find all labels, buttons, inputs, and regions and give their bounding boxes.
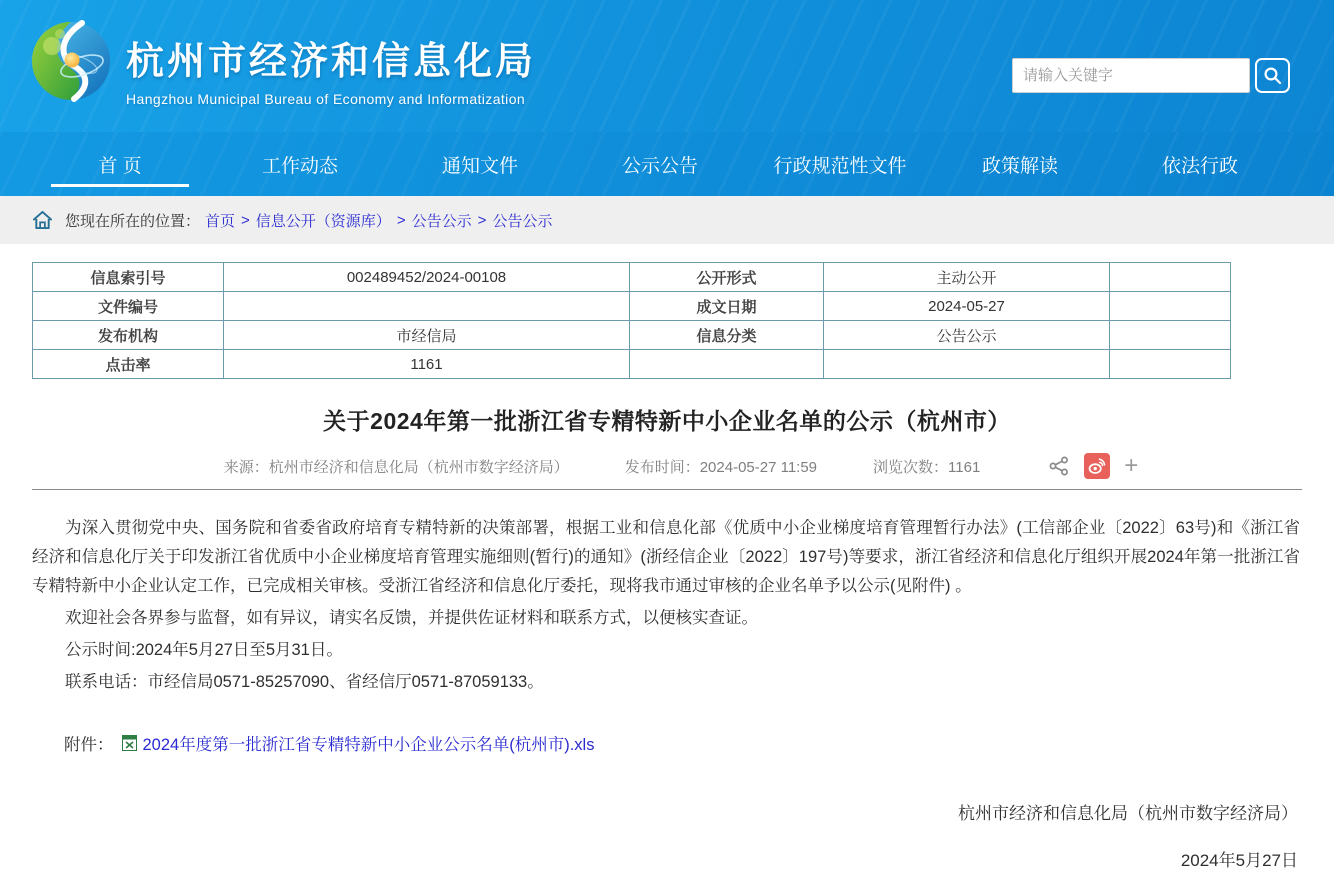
meta-source: 来源：杭州市经济和信息化局（杭州市数字经济局） [223,458,569,476]
info-label-document-number: 文件编号 [33,292,224,321]
info-value-category: 公告公示 [824,321,1110,350]
info-label-index-number: 信息索引号 [33,263,224,292]
info-label-empty [630,350,824,379]
info-cell-empty [1110,350,1231,379]
site-subtitle: Hangzhou Municipal Bureau of Economy and Informatization [126,91,526,107]
info-cell-empty [1110,263,1231,292]
info-value-disclosure-form: 主动公开 [824,263,1110,292]
nav-item-announcements[interactable]: 公示公告 [621,155,698,177]
paragraph: 欢迎社会各界参与监督，如有异议，请实名反馈，并提供佐证材料和联系方式，以便核实查证。 [65,609,758,627]
nav-item-regulatory-docs[interactable]: 行政规范性文件 [773,155,907,177]
paragraph: 公示时间:2024年5月27日至5月31日。 [65,641,343,659]
search-input[interactable] [1012,58,1250,93]
bureau-globe-logo-icon [30,20,112,102]
info-label-disclosure-form: 公开形式 [630,263,824,292]
table-row [33,292,1231,321]
weibo-share-icon[interactable] [1084,453,1110,479]
info-label-issue-date: 成文日期 [630,292,824,321]
share-toolbar [1048,453,1138,479]
search-icon [1263,66,1282,85]
meta-views: 浏览次数：1161 [873,458,981,476]
info-value-issue-date: 2024-05-27 [824,292,1110,321]
nav-item-policy-interpretation[interactable]: 政策解读 [981,155,1058,177]
search-box [1012,58,1290,93]
breadcrumb-link-announcements-current[interactable]: 公告公示 [492,212,553,230]
info-label-category: 信息分类 [630,321,824,350]
breadcrumb-separator: > [396,211,406,229]
info-value-index-number: 002489452/2024-00108 [224,263,630,292]
info-value-click-rate: 1161 [224,350,630,379]
more-share-options-icon[interactable]: + [1124,452,1139,479]
meta-publish-time: 发布时间：2024-05-27 11:59 [624,458,818,476]
document-info-table [32,262,1231,379]
nav-item-notices[interactable]: 通知文件 [441,155,518,177]
info-cell-empty [1110,321,1231,350]
breadcrumb-separator: > [477,211,487,229]
table-row [33,263,1231,292]
breadcrumb-separator: > [241,211,250,229]
table-row [33,321,1231,350]
info-value-document-number [224,292,630,321]
breadcrumb-link-info-disclosure[interactable]: 信息公开（资源库） [255,212,391,230]
attachment-row [64,731,1334,755]
search-button[interactable] [1255,58,1290,93]
paragraph: 为深入贯彻党中央、国务院和省委省政府培育专精特新的决策部署，根据工业和信息化部《优质中小企业梯度培育管理暂行办法》(工信部企业〔2022〕63号)和《浙江省经济和信息化厅关于印发浙江省优质中小企业梯度培育管理实施细则(暂行)的通知》(浙经信企业〔2022〕197号)等要求，浙江省经济和信息化厅组织开展2024年第一批浙江省专精特新中小企业认定工作，已完成相关审核。受浙江省经济和信息化厅委托，现将我市通过审核的企业名单予以公示(见附件) 。 [32,519,1300,595]
article-body [0,490,1334,697]
signature-date: 2024年5月27日 [1180,851,1298,870]
nav-item-administration-by-law[interactable]: 依法行政 [1161,155,1238,177]
info-label-click-rate: 点击率 [33,350,224,379]
page-title: 关于2024年第一批浙江省专精特新中小企业名单的公示（杭州市） [323,408,1011,434]
site-title: 杭州市经济和信息化局 [126,41,537,83]
info-value-issuing-agency: 市经信局 [224,321,630,350]
home-icon [32,210,53,230]
attachment-label: 附件： [64,736,114,754]
breadcrumb-link-announcements[interactable]: 公告公示 [411,212,472,230]
share-icon[interactable] [1048,455,1070,477]
excel-file-icon [122,735,137,751]
breadcrumb-prefix: 您现在所在的位置： [65,212,201,230]
signature-org: 杭州市经济和信息化局（杭州市数字经济局） [958,804,1298,823]
info-label-issuing-agency: 发布机构 [33,321,224,350]
attachment-link[interactable]: 2024年度第一批浙江省专精特新中小企业公示名单(杭州市).xls [142,736,595,754]
paragraph: 联系电话：市经信局0571-85257090、省经信厅0571-87059133。 [65,673,544,691]
article-meta [0,453,1334,479]
main-nav [0,132,1334,196]
site-header [0,0,1334,132]
table-row [33,350,1231,379]
info-cell-empty [1110,292,1231,321]
nav-item-home[interactable]: 首 页 [30,132,210,196]
article-signature [0,799,1334,871]
breadcrumb [0,196,1334,244]
nav-item-work-news[interactable]: 工作动态 [261,155,338,177]
breadcrumb-link-home[interactable]: 首页 [205,212,236,230]
info-value-empty [824,350,1110,379]
